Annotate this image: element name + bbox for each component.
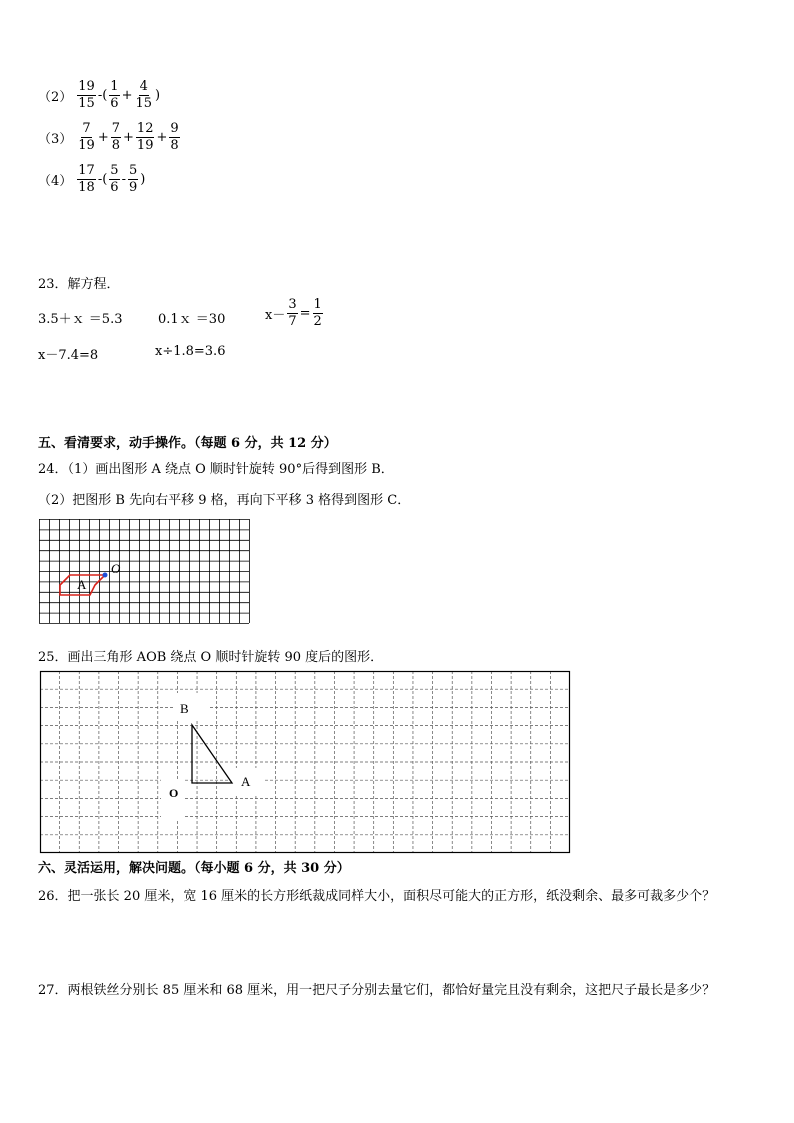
vertex-o-label: O [169,786,179,800]
q25-grid-lines [40,671,570,853]
fraction-numerator: 7 [82,121,91,136]
operator: ) [155,88,161,103]
eq3-f2-denominator: 2 [313,314,322,329]
fraction-denominator: 8 [170,138,179,153]
fraction-denominator: 8 [111,138,121,153]
eq3-fraction-1 [287,297,297,330]
q24-grid [39,519,253,627]
fraction-numerator: 5 [110,163,119,178]
fraction-denominator: 15 [135,96,153,111]
fraction-numerator: 19 [78,79,95,94]
fraction-denominator: 6 [110,180,119,195]
point-o [103,573,108,578]
q25-line: 25．画出三角形 AOB 绕点 O 顺时针旋转 90 度后的图形． [38,650,384,665]
item-label: （3） [38,132,73,147]
triangle-aob [192,725,232,783]
q23-equation-1: 3.5＋ｘ ＝5.3 [38,312,123,327]
q24-grid-lines [39,519,250,624]
eq3-equals: = [299,306,311,321]
fraction-denominator: 6 [110,96,119,111]
fraction-numerator: 4 [139,79,148,94]
eq3-f2-numerator: 1 [313,297,322,312]
fraction [77,121,96,154]
fraction [111,121,121,154]
point-o-label: O [111,561,121,576]
operator: - [121,172,126,187]
label-b-mask [173,693,209,719]
q26-text: 26．把一张长 20 厘米，宽 16 厘米的长方形纸裁成同样大小，面积尽可能大的正方形，纸没剩余、最多可裁多少个？ [38,889,716,904]
fraction-denominator: 19 [136,138,154,153]
fraction-numerator: 17 [78,163,95,178]
fraction-denominator: 9 [128,180,138,195]
section5-heading: 五、看清要求，动手操作。（每题 6 分，共 12 分） [38,436,337,451]
q22-item-4 [38,163,146,196]
operator: -( [97,172,108,187]
item-label: （4） [38,174,73,189]
item-label: （2） [38,90,73,105]
q22-item-3 [38,121,181,154]
q25-grid [40,671,570,853]
q23-title: 23．解方程． [38,277,120,292]
operator: -( [97,88,108,103]
fraction-numerator: 1 [110,79,119,94]
fraction-numerator: 7 [111,121,121,136]
section6-heading: 六、灵活运用，解决问题。（每小题 6 分，共 30 分） [38,861,350,876]
shape-a-label: A [77,577,87,592]
q23-equation-5: x÷1.8=3.6 [155,344,226,359]
operator: + [123,130,134,145]
q22-item-2 [38,79,161,112]
fraction-numerator: 5 [128,163,138,178]
operator: + [121,88,133,103]
vertex-a-label: A [241,774,251,789]
fraction [77,163,96,196]
operator: + [156,130,168,145]
fraction-numerator: 12 [136,121,154,136]
fraction [134,79,153,112]
q23-equation-3 [264,297,324,330]
q23-equation-2: 0.1ｘ ＝30 [158,312,226,327]
operator: ) [140,172,146,187]
q24-line-2: （2）把图形 B 先向右平移 9 格，再向下平移 3 格得到图形 C． [38,493,411,508]
q24-line-1: 24．（1）画出图形 A 绕点 O 顺时针旋转 90°后得到图形 B． [38,462,394,477]
eq3-fraction-2 [313,297,323,330]
fraction [109,163,119,196]
eq3-prefix: x－ [265,308,286,323]
fraction [128,163,138,196]
vertex-b-label: B [180,701,189,716]
fraction-denominator: 15 [78,96,95,111]
q27-text: 27．两根铁丝分别长 85 厘米和 68 厘米，用一把尺子分别去量它们，都恰好量完且没有剩余，这把尺子最长是多少？ [38,983,716,998]
fraction-denominator: 19 [78,138,95,153]
fraction [77,79,96,112]
operator: + [97,130,109,145]
fraction-denominator: 18 [78,180,95,195]
fraction [136,121,155,154]
q23-equation-4: x－7.4=8 [38,348,99,363]
eq3-f1-denominator: 7 [288,314,297,329]
eq3-f1-numerator: 3 [288,297,297,312]
fraction [109,79,119,112]
fraction-numerator: 9 [170,121,179,136]
fraction [169,121,179,154]
